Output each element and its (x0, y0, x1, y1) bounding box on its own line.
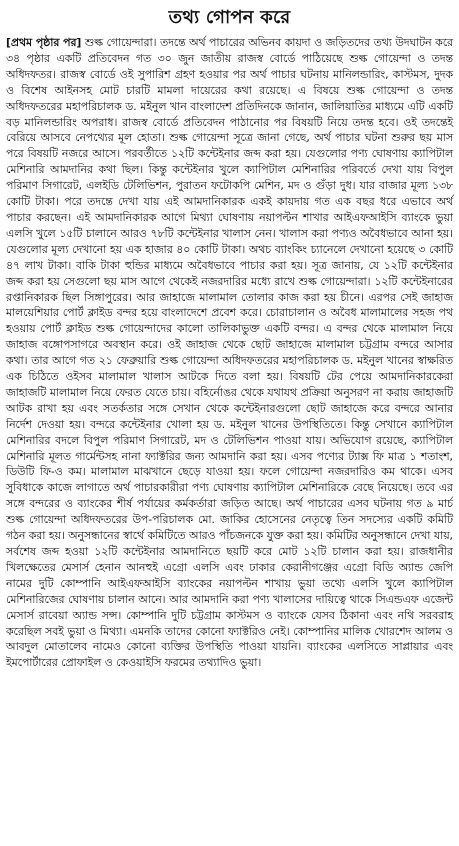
article-body (6, 35, 453, 671)
body-text: শুল্ক গোয়েন্দারা। তদন্তে অর্থ পাচারের অভিনব কায়দা ও জড়িতদের তথ্য উদঘাটন করে ৩৪ পৃষ্ঠার একটি প্রতিবেদন গত ৩০ জুন জাতীয় রাজস্ব বোর্ডে পাঠিয়েছে শুল্ক গোয়েন্দা ও তদন্ত অধিদফতর। রাজস্ব বোর্ডে ওই সুপারিশ গ্রহণ হওয়ার পর অর্থ পাচার ঘটনায় মানিলন্ডারিং, কাস্টমস, দুদক ও বিশেষ আইনসহ মোট চারটি মামলা দায়েরের কথা রয়েছে। এ বিষয়ে শুল্ক গোয়েন্দা ও তদন্ত অধিদফতরের মহাপরিচালক ড. মইনুল খান বাংলাদেশ প্রতিদিনকে জানান, জালিয়াতির মাধ্যমে এটি একটি বড় মানিলন্ডারিং অপরাধ। রাজস্ব বোর্ডে প্রতিবেদন পাঠানোর পর বিষয়টি নিয়ে তদন্ত হবে। ওই তদন্তেই বেরিয়ে আসবে নেপথ্যের মূল হোতা। শুল্ক গোয়েন্দা সূত্রে জানা গেছে, অর্থ পাচার ঘটনা শুরুর ছয় মাস পরে বিষয়টি নজরে আসে। পরবর্তীতে ১২টি কন্টেইনার জব্দ করা হয়। যেগুলোর পণ্য ঘোষণায় ক্যাপিটাল মেশিনারি আমদানির কথা ছিল। কিন্তু কন্টেইনার খুলে ক্যাপিটাল মেশিনারির পরিবর্তে দেখা যায় বিপুল পরিমাণ সিগারেট, এলইডি টেলিভিশন, পুরাতন ফটোকপি মেশিন, মদ ও গুঁড়া দুধ। যার বাজার মূল্য ১৩৮ কোটি টাকা। পরে তদন্তে দেখা যায় এই আমদানিকারক একই কায়দায় গত এক বছর ধরে এভাবে অর্থ পাচার করছেন। এই আমদানিকারক আগে মিথ্যা ঘোষণায় নয়াপল্টন শাখার আইএফআইসি ব্যাংকে ভুয়া এলসি খুলে ১৫টি চালানে আরও ৭৮টি কন্টেইনার খালাস নেন। খালাস করা পণ্যও অবৈধভাবে আনা হয়। যেগুলোর মূল্য দেখানো হয় এক হাজার ৪০ কোটি টাকা। অথচ ব্যাংকিং চ্যানেলে দেখানো হয়েছে ৩ কোটি ৪৭ লাখ টাকা। বাকি টাকা হুন্ডির মাধ্যমে অবৈধভাবে পাচার করা হয়। সূত্র জানায়, যে ১২টি কন্টেইনার জব্দ করা হয় সেগুলো ছয় মাস আগে থেকেই নজরদারির মধ্যে রাখে শুল্ক গোয়েন্দারা। ১২টি কন্টেইনারের রপ্তানিকারক ছিল সিঙ্গাপুরের। আর জাহাজে মালামাল তোলার কাজ করা হয় চীনে। এরপর সেই জাহাজ মালয়েশিয়ার পোর্ট ক্লাইড বন্দর হয়ে বাংলাদেশে প্রবেশ করে। চোরাচালান ও অবৈধ মালামালের সহজ পথ হওয়ায় পোর্ট ক্লাইড শুল্ক গোয়েন্দাদের কালো তালিকাভুক্ত একটি বন্দর। এ বন্দর থেকে মালামাল নিয়ে জাহাজ বঙ্গোপসাগরে অবস্থান করে। ওই জাহাজ থেকে ছোট জাহাজে মালামাল চট্টগ্রাম বন্দরে আসার কথা। তার আগে গত ২১ ফেব্রুয়ারি শুল্ক গোয়েন্দা অধিদফতরের মহাপরিচালক ড. মইনুল খানের স্বাক্ষরিত এক চিঠিতে ওইসব মালামাল খালাস আটকে দিতে বলা হয়। বিষয়টি টের পেয়ে আমদানিকারকেরা জাহাজটি মালামাল নিয়ে ফেরত যেতে চায়। বহির্নোঙর থেকে যথাযথ প্রক্রিয়া অনুসরণ না করায় জাহাজটি আটক রাখা হয় এবং সতর্কতার সঙ্গে সেখান থেকে কন্টেইনারগুলো ছোট জাহাজে করে বন্দরে আনার নির্দেশ দেওয়া হয়। বন্দরে কন্টেইনার খোলা হয় ড. মইনুল খানের উপস্থিতিতে। কিন্তু সেখানে ক্যাপিটাল মেশিনারির বদলে বিপুল পরিমাণ সিগারেট, মদ ও টেলিভিশন পাওয়া যায়। অভিযোগ রয়েছে, ক্যাপিটাল মেশিনারি মূলত গার্মেন্টসহ নানা ফ্যাক্টরির জন্য আমদানি করা হয়। এসব পণ্যের ট্যাক্স ফি মাত্র ১ শতাংশ, ডিউটি ফি-ও কম। মালামাল মাঝখানে ছেড়ে যাওয়া হয়। ফলে গোয়েন্দা নজরদারিও কম থাকে। এসব সুবিধাকে কাজে লাগাতে অর্থ পাচারকারীরা পণ্য ঘোষণায় ক্যাপিটাল মেশিনারিকে বেছে নিয়েছে। তবে এর সঙ্গে বন্দরের ও ব্যাংকের শীর্ষ পর্যায়ের কর্মকর্তারা জড়িত আছে। অর্থ পাচারের এসব ঘটনায় গত ৯ মার্চ শুল্ক গোয়েন্দা অধিদফতরের উপ-পরিচালক মো. জাকির হোসেনের নেতৃত্বে তিন সদস্যের একটি কমিটি গঠন করা হয়। অনুসন্ধানের স্বার্থে কমিটিতে আরও পাঁচজনকে যুক্ত করা হয়। কমিটির অনুসন্ধানে দেখা যায়, সর্বশেষ জব্দ হওয়া ১২টি কন্টেইনার আমদানিতে ছয়টি করে মোট ১২টি চালান করা হয়। রাজধানীর খিলক্ষেতের মেসার্স হেনান আনহুই এগ্রো এলসি এবং ঢাকার কেরানীগঞ্জের এগ্রো বিডি অ্যান্ড জেপি নামের দুটি কোম্পানি আইএফআইসি ব্যাংকের নয়াপল্টন শাখায় ভুয়া তথ্যে এলসি খুলে ক্যাপিটাল মেশিনারিজের ঘোষণায় চালান আনে। আর আমদানি করা পণ্য খালাসের দায়িত্বে থাকে সিএন্ডএফ এজেন্ট মেসার্স রাবেয়া অ্যান্ড সন্স। কোম্পানি দুটি চট্টগ্রাম কাস্টমস ও ব্যাংকে যেসব ঠিকানা এবং নথি সরবরাহ করেছিল সবই ভুয়া ও মিথ্যা। এমনকি তাদের কোনো ফ্যাক্টরিও নেই। কোম্পানির মালিক খোরশেদ আলম ও আবদুল মোতালেব নামেও কোনো ব্যক্তির উপস্থিতি পাওয়া যায়নি। ব্যাংকের এলসিতে সাপ্লায়ার এবং ইমপোর্টারের প্রোফাইল ও কেওয়াইসি ফরমের তথ্যাদিও ভুয়া। (6, 36, 453, 670)
continuation-label: [প্রথম পৃষ্ঠার পর] (6, 36, 82, 49)
headline: তথ্য গোপন করে (168, 7, 291, 28)
